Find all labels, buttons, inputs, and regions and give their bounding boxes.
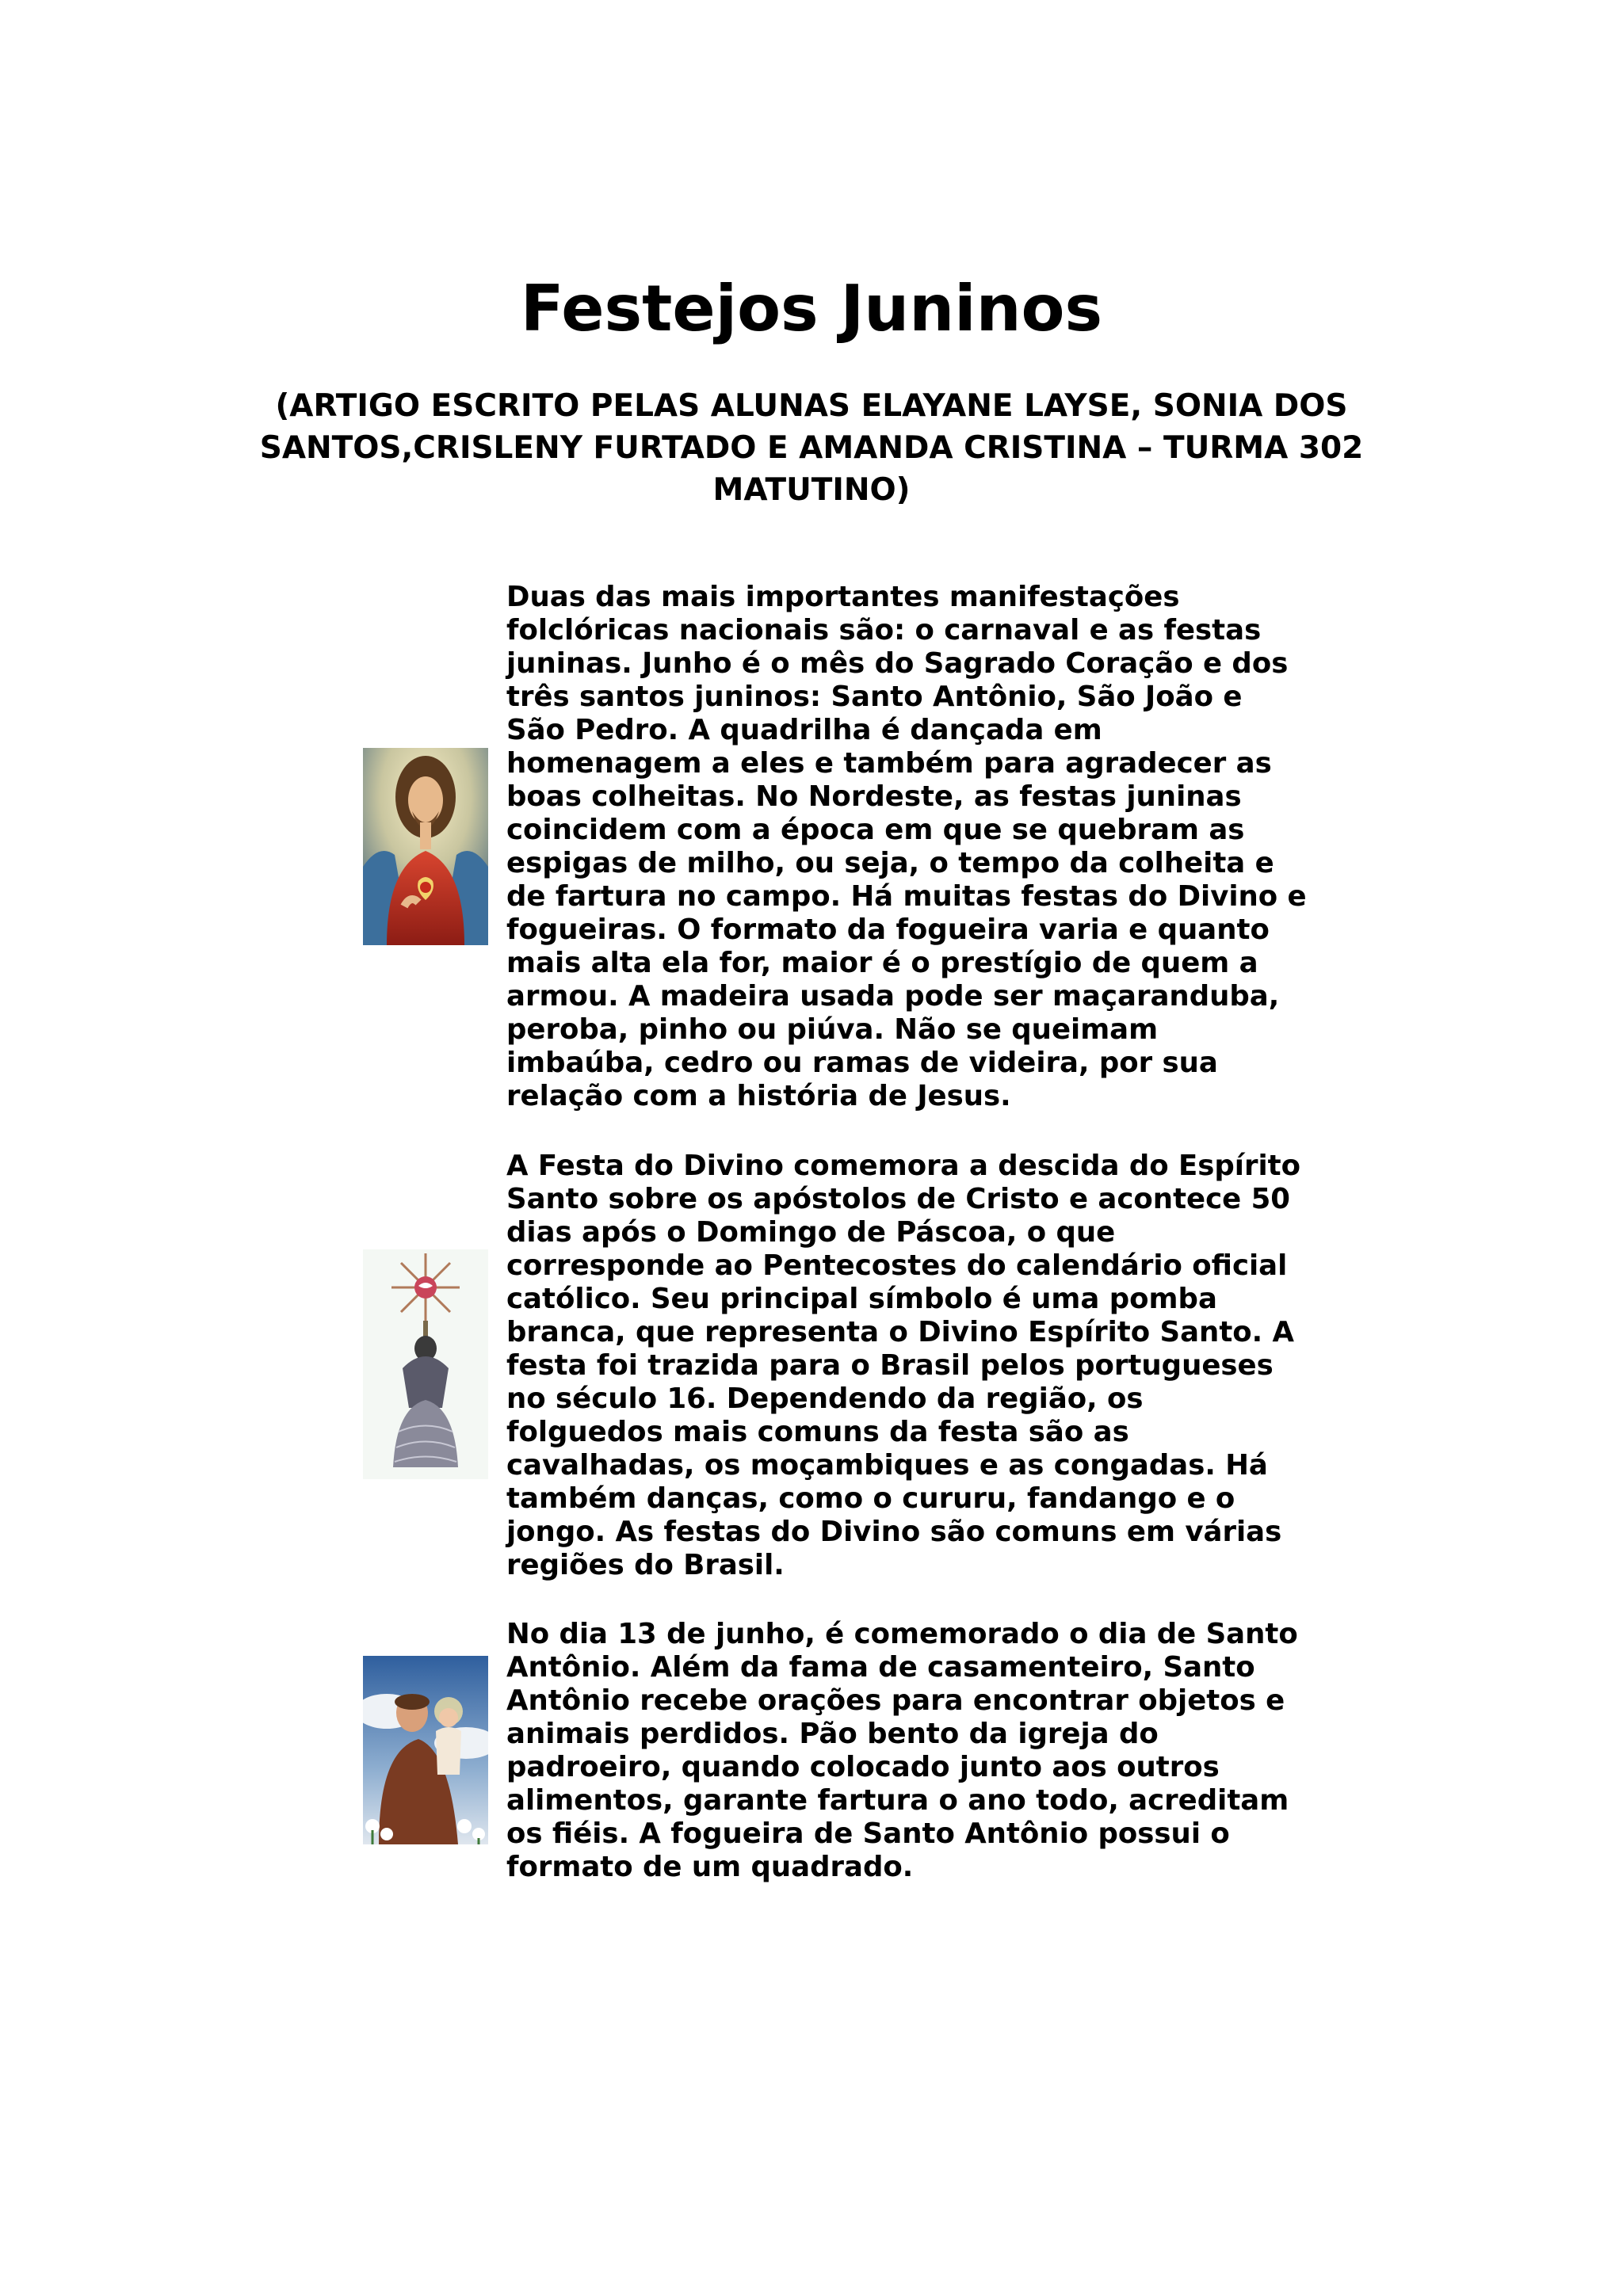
paragraph-festa-do-divino: A Festa do Divino comemora a descida do Espírito Santo sobre os apóstolos de Cristo e acontece 50 dias após o Domingo de Páscoa, o que corresponde ao Pentecostes do calendário oficial católico. Seu principal símbolo é uma pomba branca, que representa o Divino Espírito Santo. A festa foi trazida para o Brasil pelos portugueses no século 16. Dependendo da região, os folguedos mais comuns da festa são as cavalhadas, os moçambiques e as congadas. Há também danças, como o cururu, fandango e o jongo. As festas do Divino são comuns em várias regiões do Brasil.	[506, 1150, 1300, 1581]
paragraph-festas-juninas: Duas das mais importantes manifestações folclóricas nacionais são: o carnaval e as festas juninas. Junho é o mês do Sagrado Coração e dos três santos juninos: Santo Antônio, São João e São Pedro. A quadrilha é dançada em homenagem a eles e também para agradecer as boas colheitas. No Nordeste, as festas juninas coincidem com a época em que se quebram as espigas de milho, ou seja, o tempo da colheita e de fartura no campo. Há muitas festas do Divino e fogueiras. O formato da fogueira varia e quanto mais alta ela for, maior é o prestígio de quem a armou. A madeira usada pode ser maçaranduba, peroba, pinho ou piúva. Não se queimam imbaúba, cedro ou ramas de videira, por sua relação com a história de Jesus.	[506, 581, 1307, 1112]
page-title: Festejos Juninos	[520, 272, 1103, 345]
paragraph-santo-antonio: No dia 13 de junho, é comemorado o dia de Santo Antônio. Além da fama de casamenteiro, Santo Antônio recebe orações para encontrar objetos e animais perdidos. Pão bento da igreja do padroeiro, quando colocado junto aos outros alimentos, garante fartura o ano todo, acreditam os fiéis. A fogueira de Santo Antônio possui o formato de um quadrado.	[506, 1618, 1298, 1883]
divino-espirito-santo-image	[363, 1249, 488, 1479]
santo-antonio-image	[363, 1656, 488, 1844]
sacred-heart-image	[363, 748, 488, 945]
article-authors: (ARTIGO ESCRITO PELAS ALUNAS ELAYANE LAYSE, SONIA DOS SANTOS,CRISLENY FURTADO E AMANDA CRISTINA – TURMA 302 MATUTINO)	[259, 388, 1364, 508]
